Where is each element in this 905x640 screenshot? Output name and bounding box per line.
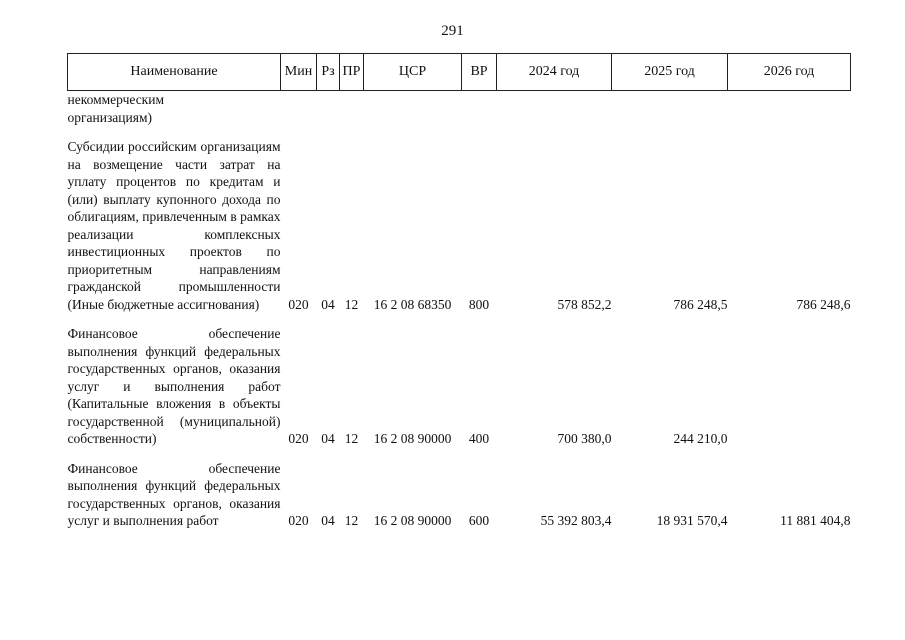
row-2025 <box>612 91 728 127</box>
row-2024: 700 380,0 <box>557 431 612 446</box>
row-min: 020 <box>288 513 309 528</box>
budget-table <box>67 53 851 530</box>
row-2026 <box>728 91 851 127</box>
row-2024: 55 392 803,4 <box>540 513 612 528</box>
header-csr: ЦСР <box>364 54 462 91</box>
row-min: 020 <box>288 296 309 312</box>
row-vr: 400 <box>468 431 490 446</box>
table-row <box>68 325 851 448</box>
row-name: Финансовое обеспечение выполнения функций федеральных государственных органов, оказания услуг и выполнения работ (Капитальные вложения в объекты государственной (муниципальной) собственности) <box>67 326 281 446</box>
row-2025: 786 248,5 <box>673 296 728 312</box>
row-2026: 786 248,6 <box>796 296 851 312</box>
row-pr: 12 <box>344 513 359 528</box>
row-rz: 04 <box>321 431 335 446</box>
row-csr: 16 2 08 90000 <box>373 513 452 528</box>
row-vr: 800 <box>468 296 490 312</box>
row-name-text: некоммерческим организациям) <box>67 92 165 125</box>
row-pr: 12 <box>344 431 359 446</box>
header-2026: 2026 год <box>728 54 851 91</box>
table-row <box>68 138 851 313</box>
header-pr: ПР <box>340 54 364 91</box>
header-name: Наименование <box>68 54 281 91</box>
table-header-row <box>68 54 851 91</box>
row-pr: 12 <box>344 296 359 312</box>
row-rz: 04 <box>321 513 335 528</box>
table-row <box>68 91 851 127</box>
row-csr: 16 2 08 68350 <box>373 296 452 312</box>
row-name <box>68 91 281 127</box>
row-rz <box>317 91 340 127</box>
row-vr <box>462 91 497 127</box>
row-min: 020 <box>288 431 309 446</box>
row-spacer <box>68 448 851 460</box>
row-rz: 04 <box>321 296 335 312</box>
header-vr: ВР <box>462 54 497 91</box>
row-2024 <box>497 91 612 127</box>
header-min: Мин <box>281 54 317 91</box>
header-2024: 2024 год <box>497 54 612 91</box>
row-2025: 244 210,0 <box>673 431 728 446</box>
page-number: 291 <box>441 23 464 39</box>
row-csr: 16 2 08 90000 <box>373 431 452 446</box>
row-name: Субсидии российским организациям на возмещение части затрат на уплату процентов по кредитам и (или) выплату купонного дохода по облигациям, привлеченным в рамках реализации комплексных инвестиционных проектов по приоритетным направлениям гражданской промышленности (Иные бюджетные ассигнования) <box>67 139 281 312</box>
row-2026: 11 881 404,8 <box>780 513 851 528</box>
row-name: Финансовое обеспечение выполнения функций федеральных государственных органов, оказания услуг и выполнения работ <box>67 460 281 528</box>
row-spacer <box>68 126 851 138</box>
header-2025: 2025 год <box>612 54 728 91</box>
row-2024: 578 852,2 <box>557 296 612 312</box>
row-spacer <box>68 313 851 325</box>
row-vr: 600 <box>468 513 490 528</box>
header-rz: Рз <box>317 54 340 91</box>
row-pr <box>340 91 364 127</box>
table-row <box>68 460 851 530</box>
row-csr <box>364 91 462 127</box>
row-2025: 18 931 570,4 <box>656 513 728 528</box>
row-min <box>281 91 317 127</box>
row-2026 <box>728 325 851 448</box>
